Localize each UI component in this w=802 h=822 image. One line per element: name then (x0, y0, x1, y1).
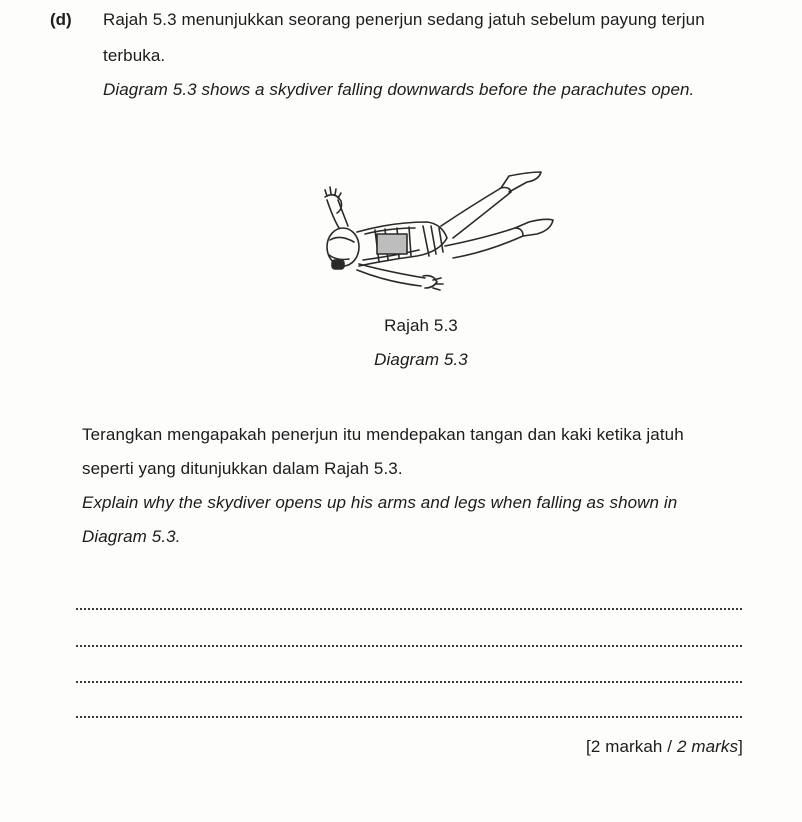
task-malay-line2: seperti yang ditunjukkan dalam Rajah 5.3. (82, 459, 403, 478)
answer-line[interactable] (76, 645, 742, 647)
question-malay-line1: Rajah 5.3 menunjukkan seorang penerjun sedang jatuh sebelum payung terjun (103, 10, 705, 29)
task-english-line1: Explain why the skydiver opens up his arms and legs when falling as shown in (82, 493, 678, 512)
question-english: Diagram 5.3 shows a skydiver falling downwards before the parachutes open. (103, 80, 695, 99)
marks-malay: [2 markah / (586, 737, 677, 756)
marks-label (586, 737, 743, 757)
figure-caption-english: Diagram 5.3 (374, 350, 468, 369)
marks-close: ] (738, 737, 743, 756)
task-english-line2: Diagram 5.3. (82, 527, 181, 546)
answer-line[interactable] (76, 681, 742, 683)
answer-line[interactable] (76, 608, 742, 610)
skydiver-illustration-icon (305, 150, 555, 300)
question-malay-line2: terbuka. (103, 46, 166, 65)
question-label: (d) (50, 10, 72, 29)
figure-caption-malay: Rajah 5.3 (384, 316, 458, 335)
answer-line[interactable] (76, 716, 742, 718)
task-malay-line1: Terangkan mengapakah penerjun itu mendepakan tangan dan kaki ketika jatuh (82, 425, 684, 444)
marks-english: 2 marks (676, 737, 739, 756)
